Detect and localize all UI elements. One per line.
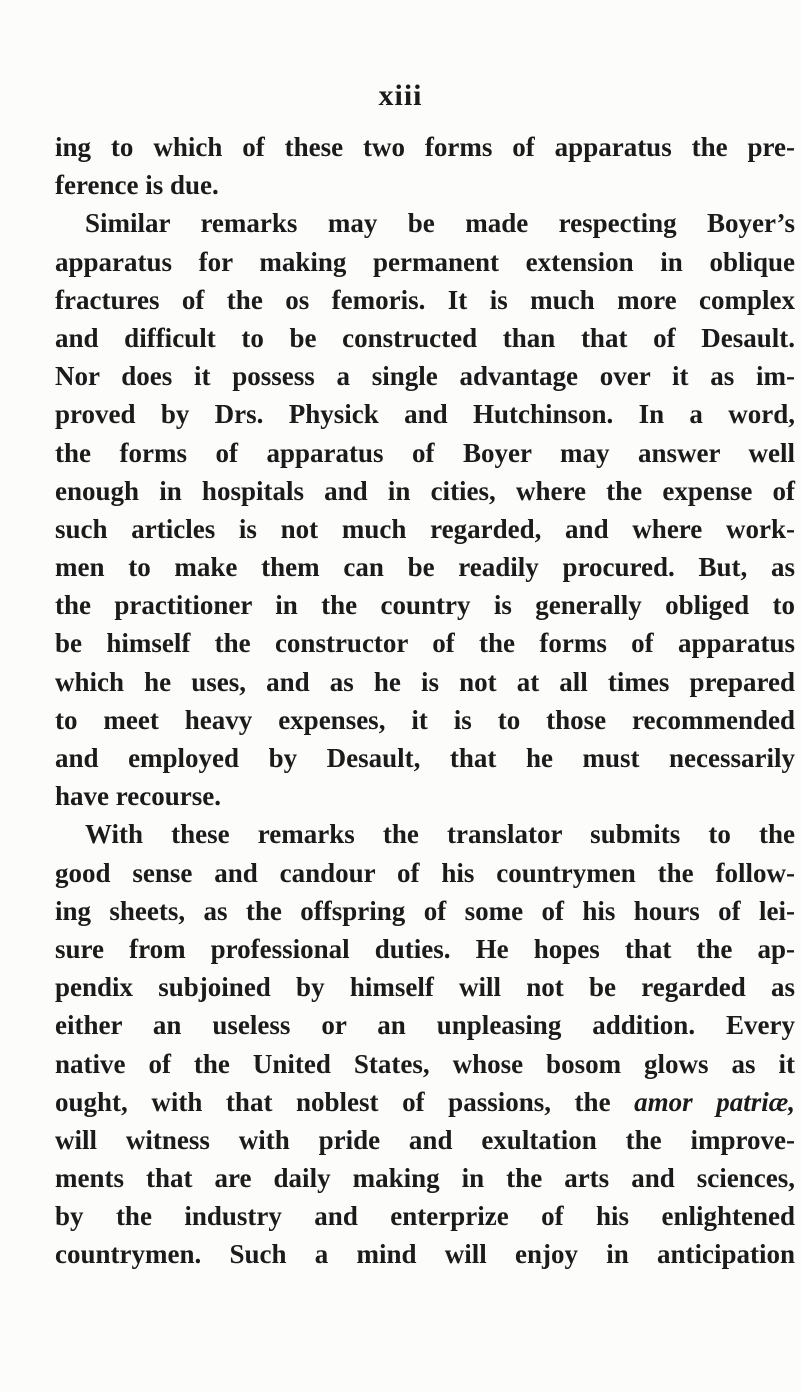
text-line: countrymen. Such a mind will enjoy in anticipation: [55, 1239, 795, 1270]
text-line: by the industry and enterprize of his enlightened: [55, 1201, 795, 1232]
text-line: proved by Drs. Physick and Hutchinson. In a word,: [55, 399, 795, 430]
italic-phrase: amor patriæ,: [634, 1086, 795, 1117]
text-line: [55, 1083, 795, 1121]
text-line: Similar remarks may be made respecting Boyer’s: [85, 208, 795, 239]
text-line: men to make them can be readily procured. But, as: [55, 552, 795, 583]
text-line: good sense and candour of his countrymen the follow-: [55, 857, 795, 888]
text-line: to meet heavy expenses, it is to those recommended: [55, 704, 795, 735]
text-line: the forms of apparatus of Boyer may answer well: [55, 437, 795, 468]
text-line: which he uses, and as he is not at all times prepared: [55, 666, 795, 697]
text-line: pendix subjoined by himself will not be regarded as: [55, 972, 795, 1003]
text-line: With these remarks the translator submits to the: [85, 819, 795, 850]
text-line: native of the United States, whose bosom glows as it: [55, 1048, 795, 1079]
text-line: either an useless or an unpleasing addition. Every: [55, 1010, 795, 1041]
text-line: and employed by Desault, that he must necessarily: [55, 743, 795, 773]
text-line: Nor does it possess a single advantage over it as im-: [55, 361, 795, 392]
text-line: be himself the constructor of the forms of apparatus: [55, 628, 795, 659]
text-line-part: ought, with that noblest of passions, the: [55, 1086, 611, 1117]
text-line: sure from professional duties. He hopes that the ap-: [55, 933, 795, 964]
text-line: and difficult to be constructed than that of Desault.: [55, 322, 795, 353]
text-line: ments that are daily making in the arts and sciences,: [55, 1163, 795, 1194]
page-number: xiii: [378, 79, 423, 112]
text-line: ference is due.: [55, 170, 219, 201]
text-line: ing to which of these two forms of apparatus the pre-: [55, 132, 795, 162]
text-line: enough in hospitals and in cities, where the expense of: [55, 475, 795, 506]
text-line: have recourse.: [55, 781, 221, 812]
text-line: such articles is not much regarded, and where work-: [55, 513, 795, 544]
text-line: fractures of the os femoris. It is much more complex: [55, 284, 795, 315]
text-line: apparatus for making permanent extension in oblique: [55, 246, 795, 277]
text-line: the practitioner in the country is generally obliged to: [55, 590, 795, 621]
text-line: ing sheets, as the offspring of some of his hours of lei-: [55, 895, 795, 926]
text-line: will witness with pride and exultation the improve-: [55, 1124, 795, 1155]
body-text: [55, 128, 795, 1274]
